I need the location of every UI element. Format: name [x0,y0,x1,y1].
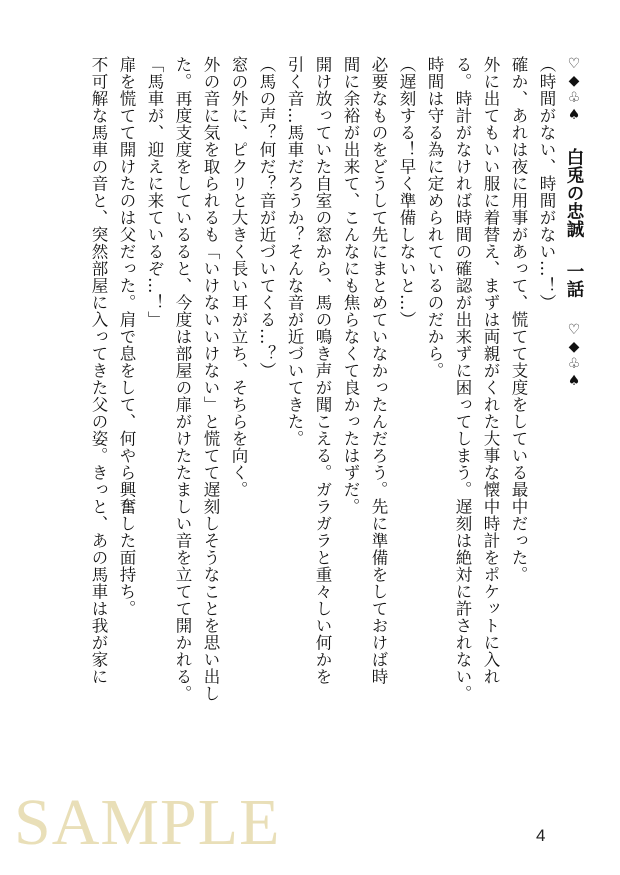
page-number: 4 [536,826,546,845]
sample-watermark: SAMPLE [14,786,281,859]
chapter-label: 一話 [564,262,584,298]
text-line: 外の音に気を取られるも「いけないいけない」と慌てて遅刻しそうなことを思い出し [201,56,220,702]
text-line: 扉を慌てて開けたのは父だった。肩で息をして、何やら興奮した面持ち。 [117,56,136,617]
text-line: 引く音…馬車だろうか？そんな音が近づいてきた。 [285,56,304,447]
text-line: 間に余裕が出来て、こんなにも焦らなくて良かったはずだ。 [341,56,360,515]
text-line: 開け放っていた自室の窓から、馬の鳴き声が聞こえる。ガラガラと重々しい何かを [313,56,332,685]
text-line: （時間がない、時間がない…！） [537,56,556,311]
text-line: た。再度支度をしているると、今度は部屋の扉がけたたましい音を立てて開かれる。 [173,56,192,702]
vertical-text-body [84,56,588,776]
text-line: る。時計がなければ時間の確認が出来ずに困ってしまう。遅刻は絶対に許されない。 [453,56,472,702]
story-title: 白兎の忠誠 [564,148,584,238]
card-suits-ornament-right: ♡◆♧♠ [566,322,582,390]
text-line: 必要なものをどうして先にまとめていなかったんだろう。先に準備をしておけば時 [369,56,388,685]
text-line: 窓の外に、ピクリと大きく長い耳が立ち、そちらを向く。 [229,56,248,498]
card-suits-ornament-left: ♡◆♧♠ [566,56,582,124]
text-line: 時間は守る為に定められているのだから。 [425,56,444,379]
text-line: 不可解な馬車の音と、突然部屋に入ってきた父の姿。きっと、あの馬車は我が家に [89,56,108,685]
chapter-heading [560,56,588,776]
text-line: 外に出てもいい服に着替え、まずは両親がくれた大事な懐中時計をポケットに入れ [481,56,500,685]
text-line: 「馬車が、迎えに来ているぞ…！」 [145,56,164,328]
text-line: 確か、あれは夜に用事があって、慌てて支度をしている最中だった。 [509,56,528,583]
text-line: （馬の声？何だ？音が近づいてくる…？） [257,56,276,379]
text-line: （遅刻する！早く準備しないと…） [397,56,416,328]
